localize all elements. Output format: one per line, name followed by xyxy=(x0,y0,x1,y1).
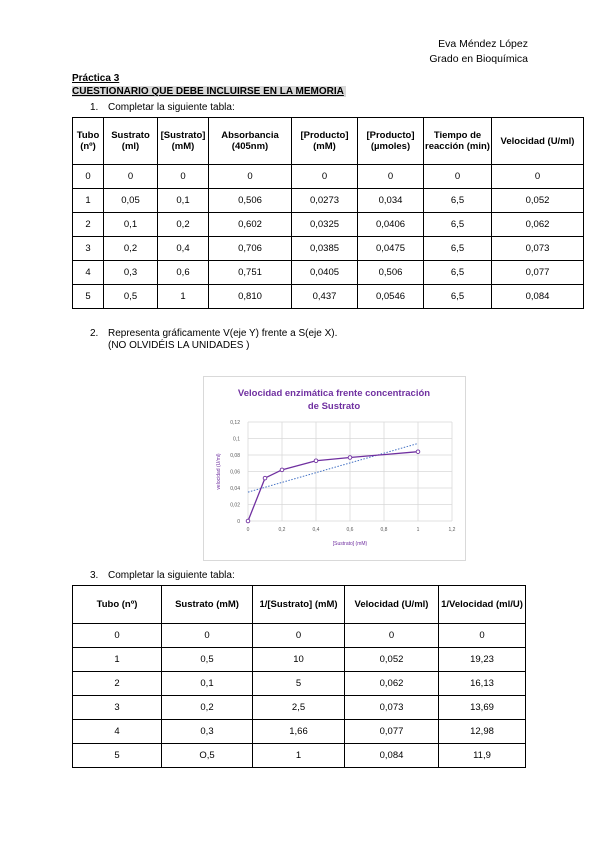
table-1-cell: 6,5 xyxy=(424,285,492,309)
table-2-header: Tubo (nº) xyxy=(73,586,162,624)
table-2-cell: 0,1 xyxy=(162,672,253,696)
table-2-cell: 0 xyxy=(162,624,253,648)
table-1-cell: 0 xyxy=(104,165,158,189)
x-tick-label: 0,4 xyxy=(312,527,320,533)
data-point xyxy=(263,476,267,480)
table-1-cell: 0,1 xyxy=(158,189,209,213)
table-2-row xyxy=(73,624,526,648)
question-3 xyxy=(90,570,235,582)
table-1-header: Tubo (nº) xyxy=(73,118,104,165)
table-2-cell: 2,5 xyxy=(253,696,345,720)
question-3-text: Completar la siguiente tabla: xyxy=(108,570,235,581)
table-1-header: Absorbancia (405nm) xyxy=(209,118,292,165)
table-2-cell: 0,073 xyxy=(345,696,439,720)
table-1-cell: 0,810 xyxy=(209,285,292,309)
data-point xyxy=(280,468,284,472)
practice-title: Práctica 3 xyxy=(72,73,120,84)
table-1-cell: 0,0385 xyxy=(292,237,358,261)
table-1-cell: 0,05 xyxy=(104,189,158,213)
table-1-cell: 0,3 xyxy=(104,261,158,285)
table-1-header: Sustrato (ml) xyxy=(104,118,158,165)
table-1-cell: 0,706 xyxy=(209,237,292,261)
table-1-row xyxy=(73,261,584,285)
x-tick-label: 0 xyxy=(246,527,250,533)
table-1-row xyxy=(73,189,584,213)
table-1-cell: 0,2 xyxy=(158,213,209,237)
table-1-cell: 0,0273 xyxy=(292,189,358,213)
table-2-cell: 12,98 xyxy=(439,720,526,744)
table-2-cell: 16,13 xyxy=(439,672,526,696)
table-2-cell: 0,062 xyxy=(345,672,439,696)
table-2-row xyxy=(73,672,526,696)
table-1-cell: 6,5 xyxy=(424,261,492,285)
table-1-cell: 0,073 xyxy=(492,237,584,261)
table-2-cell: O,5 xyxy=(162,744,253,768)
table-1-header: [Producto] (mM) xyxy=(292,118,358,165)
y-tick-label: 0,1 xyxy=(233,436,240,443)
table-1-cell: 5 xyxy=(73,285,104,309)
question-1-text: Completar la siguiente tabla: xyxy=(108,102,235,113)
data-point xyxy=(416,450,420,454)
chart-title: Velocidad enzimática frente concentración xyxy=(237,388,431,399)
table-1-cell: 0,1 xyxy=(104,213,158,237)
table-1-cell: 3 xyxy=(73,237,104,261)
y-tick-label: 0,08 xyxy=(230,453,240,459)
table-2-cell: 1 xyxy=(73,648,162,672)
question-1 xyxy=(90,102,235,114)
question-2-note: (NO OLVIDÉIS LA UNIDADES ) xyxy=(108,340,250,351)
table-1-cell: 0 xyxy=(73,165,104,189)
data-point xyxy=(314,459,318,463)
trendline xyxy=(248,443,418,492)
table-2 xyxy=(72,585,526,768)
velocity-chart xyxy=(203,376,466,561)
table-2-row xyxy=(73,720,526,744)
table-2-cell: 0,3 xyxy=(162,720,253,744)
author-degree: Grado en Bioquímica xyxy=(429,53,528,65)
document-header xyxy=(72,72,346,98)
table-1-cell: 0 xyxy=(424,165,492,189)
table-2-header: 1/[Sustrato] (mM) xyxy=(253,586,345,624)
y-tick-label: 0 xyxy=(237,519,240,525)
table-2-cell: 0 xyxy=(345,624,439,648)
x-tick-label: 1,2 xyxy=(448,527,456,533)
y-tick-label: 0,06 xyxy=(230,469,240,476)
table-2-cell: 0,077 xyxy=(345,720,439,744)
table-2-row xyxy=(73,648,526,672)
table-1-cell: 0,6 xyxy=(158,261,209,285)
table-2-cell: 0 xyxy=(73,624,162,648)
table-2-cell: 0,5 xyxy=(162,648,253,672)
table-1-cell: 0,062 xyxy=(492,213,584,237)
table-2-row xyxy=(73,744,526,768)
author-block xyxy=(429,37,528,67)
questionnaire-title: CUESTIONARIO QUE DEBE INCLUIRSE EN LA MEMORIA xyxy=(72,86,344,97)
table-2-cell: 11,9 xyxy=(439,744,526,768)
table-1-cell: 0 xyxy=(209,165,292,189)
x-tick-label: 1 xyxy=(416,527,420,533)
table-1-cell: 2 xyxy=(73,213,104,237)
table-2-header: Sustrato (mM) xyxy=(162,586,253,624)
table-1-row xyxy=(73,285,584,309)
table-1-cell: 6,5 xyxy=(424,189,492,213)
x-tick-label: 0,2 xyxy=(278,527,286,533)
x-tick-label: 0,8 xyxy=(380,527,388,533)
table-1-cell: 0,0325 xyxy=(292,213,358,237)
x-axis-label: [Sustrato] (mM) xyxy=(332,541,368,547)
y-tick-label: 0,02 xyxy=(230,502,240,509)
data-point xyxy=(348,456,352,460)
table-2-cell: 4 xyxy=(73,720,162,744)
question-2-number: 2. xyxy=(90,328,99,339)
table-2-cell: 0 xyxy=(253,624,345,648)
table-1-header: Tiempo de reacción (min) xyxy=(424,118,492,165)
table-1-cell: 1 xyxy=(158,285,209,309)
table-1-cell: 0,077 xyxy=(492,261,584,285)
table-2-header: 1/Velocidad (ml/U) xyxy=(439,586,526,624)
table-1-cell: 0,437 xyxy=(292,285,358,309)
question-2-text: Representa gráficamente V(eje Y) frente a S(eje X). xyxy=(108,328,338,339)
table-1-cell: 0,084 xyxy=(492,285,584,309)
table-1-cell: 0,034 xyxy=(358,189,424,213)
table-2-row xyxy=(73,696,526,720)
table-1-cell: 0,602 xyxy=(209,213,292,237)
table-2-cell: 0 xyxy=(439,624,526,648)
table-2-cell: 2 xyxy=(73,672,162,696)
table-1-cell: 0,4 xyxy=(158,237,209,261)
table-2-cell: 1,66 xyxy=(253,720,345,744)
table-1-cell: 4 xyxy=(73,261,104,285)
table-1-cell: 0,052 xyxy=(492,189,584,213)
data-point xyxy=(246,519,250,523)
table-1-row xyxy=(73,165,584,189)
table-2-cell: 1 xyxy=(253,744,345,768)
question-3-number: 3. xyxy=(90,570,99,581)
table-1-cell: 0 xyxy=(492,165,584,189)
table-2-cell: 13,69 xyxy=(439,696,526,720)
table-1-cell: 0,0475 xyxy=(358,237,424,261)
x-tick-label: 0,6 xyxy=(346,527,354,533)
table-1-cell: 0 xyxy=(358,165,424,189)
question-2 xyxy=(90,328,337,352)
table-2-cell: 3 xyxy=(73,696,162,720)
table-1-row xyxy=(73,237,584,261)
table-1-cell: 1 xyxy=(73,189,104,213)
series-line xyxy=(248,452,418,521)
y-axis-label: velocidad (U/ml) xyxy=(216,453,222,490)
table-2-cell: 0,2 xyxy=(162,696,253,720)
table-1-cell: 0,506 xyxy=(358,261,424,285)
table-2-cell: 0,052 xyxy=(345,648,439,672)
table-1-cell: 0,0406 xyxy=(358,213,424,237)
table-2-cell: 0,084 xyxy=(345,744,439,768)
table-1-header: Velocidad (U/ml) xyxy=(492,118,584,165)
table-1-cell: 0,506 xyxy=(209,189,292,213)
table-2-cell: 19,23 xyxy=(439,648,526,672)
table-2-cell: 5 xyxy=(253,672,345,696)
table-1-cell: 6,5 xyxy=(424,213,492,237)
table-1-header: [Sustrato] (mM) xyxy=(158,118,209,165)
y-tick-label: 0,12 xyxy=(230,420,240,426)
table-1-cell: 0,2 xyxy=(104,237,158,261)
table-2-cell: 10 xyxy=(253,648,345,672)
table-1-cell: 0,0546 xyxy=(358,285,424,309)
table-1-cell: 0,0405 xyxy=(292,261,358,285)
chart-svg xyxy=(204,377,465,560)
table-1-cell: 0,5 xyxy=(104,285,158,309)
table-1-cell: 0,751 xyxy=(209,261,292,285)
table-2-cell: 5 xyxy=(73,744,162,768)
table-1 xyxy=(72,117,584,309)
table-1-row xyxy=(73,213,584,237)
table-1-cell: 0 xyxy=(292,165,358,189)
table-1-header: [Producto] (µmoles) xyxy=(358,118,424,165)
table-1-cell: 0 xyxy=(158,165,209,189)
table-1-cell: 6,5 xyxy=(424,237,492,261)
chart-title: de Sustrato xyxy=(307,401,361,412)
question-1-number: 1. xyxy=(90,102,99,113)
author-name: Eva Méndez López xyxy=(438,38,528,50)
table-2-header: Velocidad (U/ml) xyxy=(345,586,439,624)
y-tick-label: 0,04 xyxy=(230,486,240,492)
